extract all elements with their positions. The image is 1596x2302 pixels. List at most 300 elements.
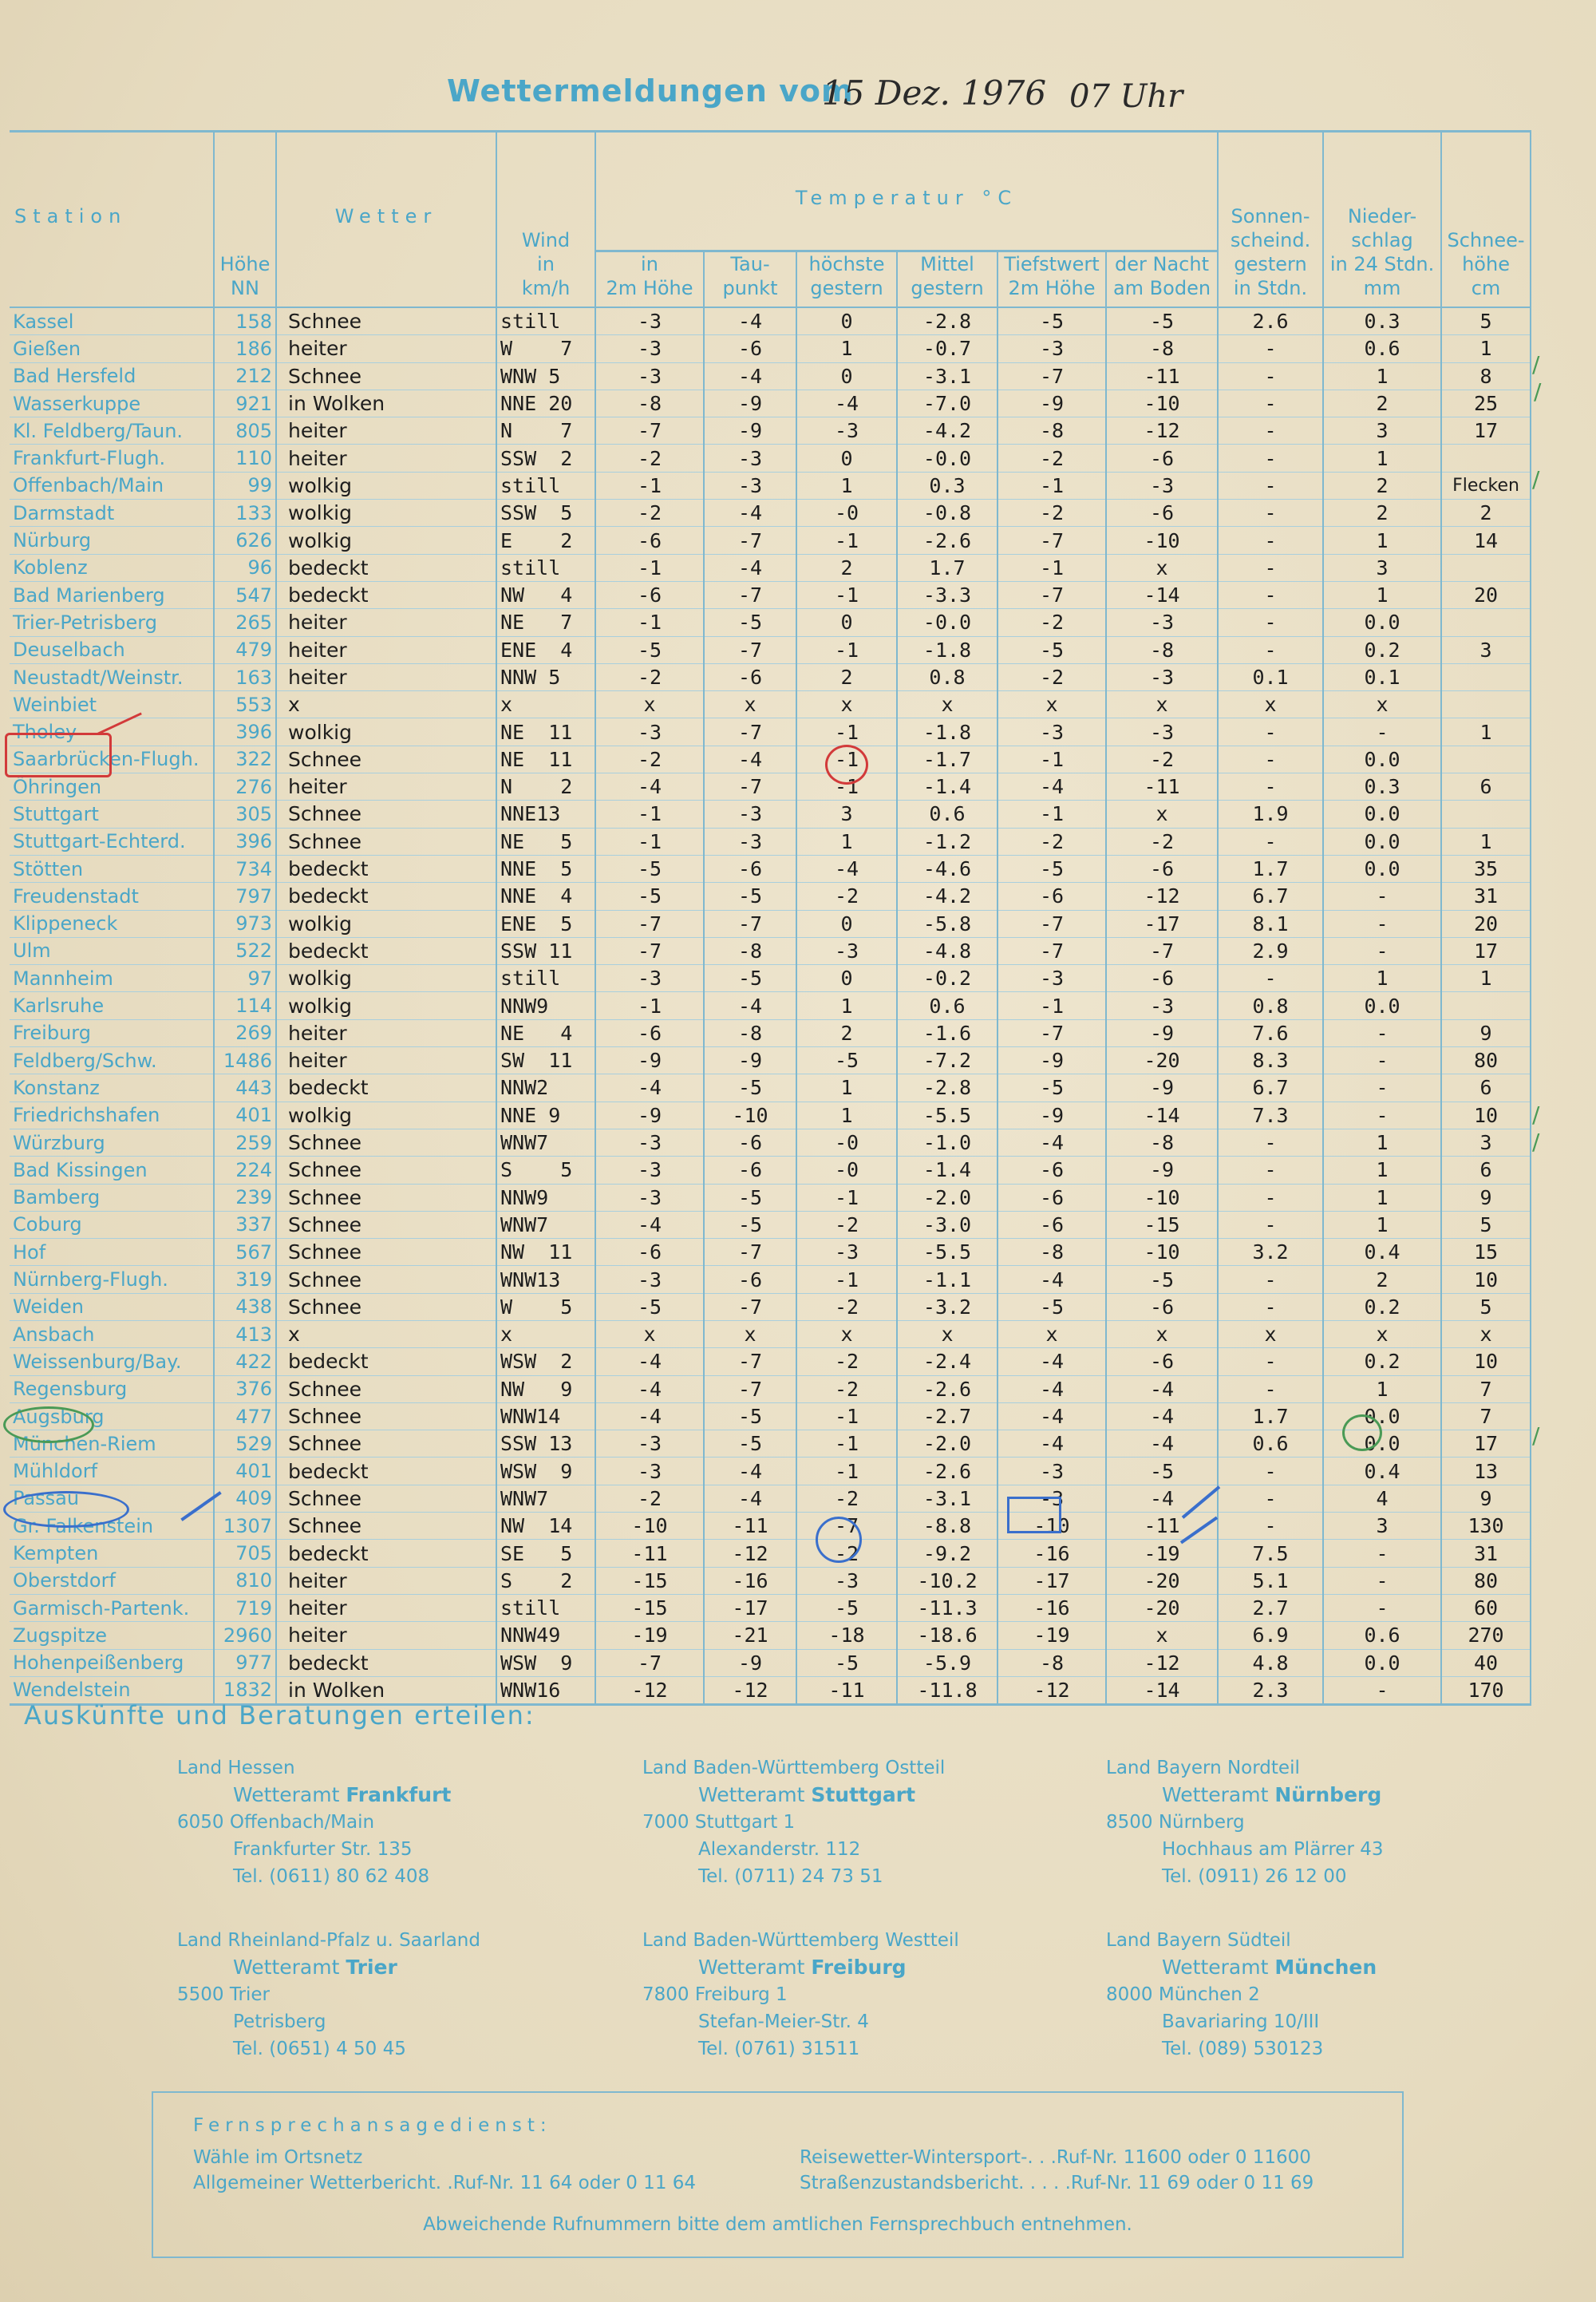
- table-cell: Karlsruhe: [10, 992, 214, 1019]
- table-cell: -5: [704, 1184, 796, 1211]
- table-cell: -1: [998, 992, 1106, 1019]
- table-cell: 0.8: [1218, 992, 1323, 1019]
- table-cell: Ansbach: [10, 1320, 214, 1347]
- table-cell: ENE 4: [496, 636, 595, 663]
- table-cell: -1: [998, 801, 1106, 828]
- table-cell: -2.8: [897, 307, 998, 335]
- table-cell: -11: [1106, 773, 1218, 801]
- table-cell: bedeckt: [276, 1540, 496, 1567]
- table-cell: Bad Hersfeld: [10, 362, 214, 390]
- table-cell: -6: [1106, 855, 1218, 882]
- table-row: [10, 718, 1531, 746]
- table-cell: -0.0: [897, 445, 998, 472]
- table-cell: -8: [1106, 636, 1218, 663]
- table-cell: 0.0: [1323, 1430, 1441, 1458]
- header-hoehe: Höhe NN: [214, 132, 276, 308]
- table-cell: 1486: [214, 1047, 276, 1074]
- table-cell: 0.0: [1323, 828, 1441, 855]
- table-cell: NE 4: [496, 1019, 595, 1046]
- table-cell: -4: [595, 1348, 704, 1375]
- table-cell: -8: [704, 1019, 796, 1046]
- table-cell: 1.7: [1218, 1402, 1323, 1430]
- table-cell: -0.7: [897, 335, 998, 362]
- table-row: [10, 335, 1531, 362]
- table-cell: -3: [998, 1458, 1106, 1485]
- table-cell: -0.2: [897, 965, 998, 992]
- table-cell: -: [1323, 1540, 1441, 1567]
- table-cell: Weiden: [10, 1293, 214, 1320]
- table-row: [10, 910, 1531, 937]
- table-cell: -3: [998, 335, 1106, 362]
- table-cell: -: [1218, 554, 1323, 581]
- table-cell: 25: [1441, 390, 1531, 417]
- table-cell: -5: [796, 1047, 897, 1074]
- table-cell: -1: [998, 746, 1106, 773]
- table-cell: -5.5: [897, 1102, 998, 1129]
- table-cell: 0.6: [1218, 1430, 1323, 1458]
- table-cell: 0.0: [1323, 855, 1441, 882]
- table-cell: Hohenpeißenberg: [10, 1649, 214, 1676]
- table-cell: -6: [704, 663, 796, 690]
- table-cell: still: [496, 1594, 595, 1621]
- table-cell: bedeckt: [276, 855, 496, 882]
- table-cell: -1: [595, 554, 704, 581]
- table-cell: 396: [214, 718, 276, 746]
- table-cell: 9: [1441, 1485, 1531, 1512]
- table-cell: -: [1218, 773, 1323, 801]
- table-cell: -4: [595, 1074, 704, 1102]
- table-cell: N 2: [496, 773, 595, 801]
- table-cell: Kassel: [10, 307, 214, 335]
- weather-table-body: [10, 307, 1531, 1705]
- blue-oval-mark: [3, 1491, 129, 1528]
- table-cell: -4: [998, 1266, 1106, 1293]
- table-cell: -2: [595, 445, 704, 472]
- office-trier: Land Rheinland-Pfalz u. Saarland Wetteramt Trier 5500 Trier Petrisberg Tel. (0651) 4 50 45: [177, 1930, 480, 2059]
- table-row: [10, 828, 1531, 855]
- table-cell: -3: [998, 965, 1106, 992]
- table-cell: Klippeneck: [10, 910, 214, 937]
- table-cell: -: [1323, 1074, 1441, 1102]
- table-row: [10, 1649, 1531, 1676]
- table-cell: 0.3: [1323, 307, 1441, 335]
- table-cell: bedeckt: [276, 554, 496, 581]
- table-cell: -: [1218, 1184, 1323, 1211]
- blue-circle-mark: [816, 1517, 862, 1563]
- table-cell: [1441, 663, 1531, 690]
- table-row: [10, 992, 1531, 1019]
- header-nacht: der Nacht am Boden: [1106, 251, 1218, 308]
- table-cell: x: [1106, 554, 1218, 581]
- table-cell: NW 9: [496, 1375, 595, 1402]
- table-cell: x: [595, 1320, 704, 1347]
- table-cell: -: [1218, 417, 1323, 445]
- table-cell: 4: [1323, 1485, 1441, 1512]
- table-cell: 1: [1441, 965, 1531, 992]
- header-station: Station: [10, 132, 214, 308]
- green-circle-mark: [1342, 1414, 1382, 1451]
- table-cell: -3: [595, 1266, 704, 1293]
- table-cell: WSW 9: [496, 1649, 595, 1676]
- table-cell: -1.6: [897, 1019, 998, 1046]
- table-cell: -10: [595, 1513, 704, 1540]
- table-cell: -9: [1106, 1019, 1218, 1046]
- table-cell: München-Riem: [10, 1430, 214, 1458]
- table-cell: x: [897, 691, 998, 718]
- table-cell: 1: [796, 472, 897, 499]
- table-cell: -12: [1106, 417, 1218, 445]
- header-taupunkt: Tau- punkt: [704, 251, 796, 308]
- table-cell: -7: [704, 773, 796, 801]
- table-cell: -3: [595, 1430, 704, 1458]
- table-cell: -2.4: [897, 1348, 998, 1375]
- table-cell: 110: [214, 445, 276, 472]
- table-row: [10, 1485, 1531, 1512]
- table-cell: -2: [796, 1485, 897, 1512]
- table-cell: -4: [998, 1375, 1106, 1402]
- table-cell: Schnee: [276, 828, 496, 855]
- table-cell: -5: [1106, 307, 1218, 335]
- table-row: [10, 307, 1531, 335]
- table-cell: -1: [595, 472, 704, 499]
- table-cell: -9: [595, 1102, 704, 1129]
- table-cell: 1: [1323, 1129, 1441, 1156]
- table-cell: -6: [998, 1211, 1106, 1238]
- table-cell: -9: [998, 390, 1106, 417]
- table-cell: 2.3: [1218, 1676, 1323, 1704]
- handwritten-time: 07 Uhr: [1069, 78, 1183, 115]
- table-cell: Schnee: [276, 362, 496, 390]
- table-cell: 1: [796, 1102, 897, 1129]
- table-cell: -2: [796, 883, 897, 910]
- table-row: [10, 1129, 1531, 1156]
- table-cell: -7: [998, 937, 1106, 964]
- table-cell: 17: [1441, 1430, 1531, 1458]
- table-cell: 0.3: [897, 472, 998, 499]
- table-cell: 3.2: [1218, 1239, 1323, 1266]
- table-cell: -: [1323, 1102, 1441, 1129]
- table-cell: -5: [796, 1594, 897, 1621]
- table-cell: -6: [704, 1157, 796, 1184]
- table-cell: -14: [1106, 1676, 1218, 1704]
- table-cell: 1.7: [1218, 855, 1323, 882]
- header-schneehoehe: Schnee- höhe cm: [1441, 132, 1531, 308]
- table-cell: -9: [704, 1047, 796, 1074]
- table-cell: -: [1218, 1348, 1323, 1375]
- table-row: [10, 937, 1531, 964]
- table-cell: wolkig: [276, 527, 496, 554]
- table-cell: 797: [214, 883, 276, 910]
- table-cell: -7: [1106, 937, 1218, 964]
- table-cell: Darmstadt: [10, 500, 214, 527]
- table-cell: -20: [1106, 1594, 1218, 1621]
- table-cell: still: [496, 307, 595, 335]
- table-row: [10, 527, 1531, 554]
- table-cell: -10: [1106, 1239, 1218, 1266]
- table-row: [10, 691, 1531, 718]
- table-cell: -2.0: [897, 1184, 998, 1211]
- table-cell: [1441, 801, 1531, 828]
- table-cell: -10: [1106, 390, 1218, 417]
- table-cell: x: [1218, 1320, 1323, 1347]
- table-cell: Tholey: [10, 718, 214, 746]
- table-cell: 6.7: [1218, 883, 1323, 910]
- table-cell: 0.3: [1323, 773, 1441, 801]
- table-cell: Wasserkuppe: [10, 390, 214, 417]
- table-cell: -5: [1106, 1266, 1218, 1293]
- table-cell: WNW14: [496, 1402, 595, 1430]
- table-cell: Feldberg/Schw.: [10, 1047, 214, 1074]
- table-cell: -6: [998, 1157, 1106, 1184]
- table-cell: -8: [998, 417, 1106, 445]
- table-cell: NNW9: [496, 1184, 595, 1211]
- table-cell: WSW 2: [496, 1348, 595, 1375]
- header-wind: Wind in km/h: [496, 132, 595, 308]
- table-cell: -: [1218, 1129, 1323, 1156]
- table-cell: -1: [595, 992, 704, 1019]
- table-cell: -3.2: [897, 1293, 998, 1320]
- table-cell: -1: [796, 527, 897, 554]
- table-cell: -: [1323, 1567, 1441, 1594]
- table-cell: -7: [704, 1375, 796, 1402]
- table-row: [10, 1348, 1531, 1375]
- table-cell: Kempten: [10, 1540, 214, 1567]
- table-cell: 305: [214, 801, 276, 828]
- table-cell: heiter: [276, 609, 496, 636]
- table-cell: Schnee: [276, 1239, 496, 1266]
- table-cell: -2: [796, 1293, 897, 1320]
- table-cell: -3: [595, 1184, 704, 1211]
- table-cell: 413: [214, 1320, 276, 1347]
- table-cell: WNW13: [496, 1266, 595, 1293]
- table-cell: 977: [214, 1649, 276, 1676]
- table-cell: 3: [1441, 1129, 1531, 1156]
- table-cell: -2: [998, 445, 1106, 472]
- table-cell: -5: [595, 1293, 704, 1320]
- table-cell: -17: [704, 1594, 796, 1621]
- table-cell: -4: [595, 1375, 704, 1402]
- table-cell: NNW49: [496, 1622, 595, 1649]
- table-cell: -: [1323, 1594, 1441, 1621]
- table-cell: E 2: [496, 527, 595, 554]
- table-row: [10, 1567, 1531, 1594]
- table-cell: 921: [214, 390, 276, 417]
- table-cell: -6: [595, 581, 704, 608]
- table-cell: -6: [998, 883, 1106, 910]
- auskunft-title: Auskünfte und Beratungen erteilen:: [24, 1700, 535, 1730]
- table-cell: -6: [595, 1019, 704, 1046]
- table-cell: Mannheim: [10, 965, 214, 992]
- table-cell: [1441, 992, 1531, 1019]
- table-cell: in Wolken: [276, 1676, 496, 1704]
- table-row: [10, 855, 1531, 882]
- table-cell: -6: [704, 855, 796, 882]
- table-row: [10, 1019, 1531, 1046]
- table-cell: SW 11: [496, 1047, 595, 1074]
- table-cell: x: [796, 691, 897, 718]
- table-cell: -19: [998, 1622, 1106, 1649]
- red-circle-mark: [825, 745, 868, 785]
- table-cell: SSW 11: [496, 937, 595, 964]
- table-cell: 15: [1441, 1239, 1531, 1266]
- table-cell: -9: [1106, 1157, 1218, 1184]
- table-cell: -7: [704, 1293, 796, 1320]
- table-cell: 2: [1323, 500, 1441, 527]
- table-cell: 99: [214, 472, 276, 499]
- table-row: [10, 1402, 1531, 1430]
- table-cell: -4.6: [897, 855, 998, 882]
- table-cell: -3: [796, 1239, 897, 1266]
- table-cell: -5: [704, 1074, 796, 1102]
- table-cell: -: [1218, 445, 1323, 472]
- table-cell: wolkig: [276, 472, 496, 499]
- table-cell: -: [1218, 1211, 1323, 1238]
- table-cell: -4: [796, 390, 897, 417]
- header-tiefstwert: Tiefstwert 2m Höhe: [998, 251, 1106, 308]
- table-cell: -4: [704, 362, 796, 390]
- table-cell: -6: [1106, 1348, 1218, 1375]
- table-cell: -3: [595, 335, 704, 362]
- table-cell: -7: [595, 417, 704, 445]
- table-cell: -4: [998, 1430, 1106, 1458]
- header-wetter: Wetter: [276, 132, 496, 308]
- table-cell: -1: [595, 801, 704, 828]
- table-cell: 239: [214, 1184, 276, 1211]
- table-cell: wolkig: [276, 992, 496, 1019]
- table-cell: Frankfurt-Flugh.: [10, 445, 214, 472]
- table-cell: -2: [595, 746, 704, 773]
- table-row: [10, 1157, 1531, 1184]
- table-row: [10, 609, 1531, 636]
- table-cell: NNE13: [496, 801, 595, 828]
- table-cell: -11: [1106, 1513, 1218, 1540]
- table-cell: -2: [998, 500, 1106, 527]
- table-cell: 0.6: [897, 992, 998, 1019]
- table-cell: 0: [796, 445, 897, 472]
- table-cell: -: [1323, 910, 1441, 937]
- table-cell: 4.8: [1218, 1649, 1323, 1676]
- table-cell: 396: [214, 828, 276, 855]
- table-cell: Bad Marienberg: [10, 581, 214, 608]
- table-cell: wolkig: [276, 910, 496, 937]
- table-cell: Weinbiet: [10, 691, 214, 718]
- table-cell: x: [897, 1320, 998, 1347]
- table-cell: 7.6: [1218, 1019, 1323, 1046]
- table-cell: -7: [704, 581, 796, 608]
- table-cell: 130: [1441, 1513, 1531, 1540]
- weather-table: [10, 130, 1531, 1706]
- table-cell: Nürnberg-Flugh.: [10, 1266, 214, 1293]
- table-cell: x: [704, 1320, 796, 1347]
- table-cell: 401: [214, 1458, 276, 1485]
- table-row: [10, 390, 1531, 417]
- table-cell: 265: [214, 609, 276, 636]
- table-cell: -3: [704, 801, 796, 828]
- table-cell: Öhringen: [10, 773, 214, 801]
- table-cell: [1441, 691, 1531, 718]
- table-cell: Schnee: [276, 746, 496, 773]
- table-cell: -17: [1106, 910, 1218, 937]
- table-cell: Regensburg: [10, 1375, 214, 1402]
- table-cell: -10: [998, 1513, 1106, 1540]
- table-cell: 10: [1441, 1102, 1531, 1129]
- table-cell: 2.9: [1218, 937, 1323, 964]
- table-cell: -4: [998, 773, 1106, 801]
- table-cell: -4: [704, 1458, 796, 1485]
- table-cell: 2960: [214, 1622, 276, 1649]
- table-cell: -2.6: [897, 527, 998, 554]
- table-cell: -5: [704, 1430, 796, 1458]
- table-cell: -10: [1106, 527, 1218, 554]
- table-cell: Freiburg: [10, 1019, 214, 1046]
- table-cell: 6: [1441, 1157, 1531, 1184]
- table-cell: -7: [998, 1019, 1106, 1046]
- table-cell: -3: [595, 718, 704, 746]
- table-cell: -3.1: [897, 1485, 998, 1512]
- table-row: [10, 1102, 1531, 1129]
- table-row: [10, 1622, 1531, 1649]
- table-cell: 2: [1441, 500, 1531, 527]
- table-row: [10, 1211, 1531, 1238]
- table-cell: 479: [214, 636, 276, 663]
- table-row: [10, 1239, 1531, 1266]
- table-cell: Koblenz: [10, 554, 214, 581]
- table-cell: -2.6: [897, 1458, 998, 1485]
- office-nuernberg: Land Bayern Nordteil Wetteramt Nürnberg 8500 Nürnberg Hochhaus am Plärrer 43 Tel. (0911) 26 12 00: [1106, 1758, 1384, 1887]
- table-cell: -16: [998, 1540, 1106, 1567]
- blue-box-mark: [1007, 1497, 1061, 1533]
- table-cell: -4.2: [897, 883, 998, 910]
- table-cell: -5: [704, 1211, 796, 1238]
- table-cell: -8: [1106, 335, 1218, 362]
- table-cell: -4: [998, 1129, 1106, 1156]
- table-cell: x: [1323, 1320, 1441, 1347]
- table-cell: -1: [796, 636, 897, 663]
- table-cell: -9.2: [897, 1540, 998, 1567]
- green-oval-mark: [3, 1406, 94, 1443]
- table-cell: -9: [704, 417, 796, 445]
- table-row: [10, 746, 1531, 773]
- table-cell: -6: [1106, 965, 1218, 992]
- table-cell: Schnee: [276, 1485, 496, 1512]
- table-cell: -4: [1106, 1375, 1218, 1402]
- table-cell: bedeckt: [276, 1074, 496, 1102]
- table-cell: 337: [214, 1211, 276, 1238]
- table-cell: -: [1218, 1485, 1323, 1512]
- table-cell: 6: [1441, 773, 1531, 801]
- page-title: Wettermeldungen vom: [447, 73, 854, 109]
- table-cell: wolkig: [276, 965, 496, 992]
- table-cell: 0.6: [1323, 1622, 1441, 1649]
- table-cell: W 7: [496, 335, 595, 362]
- table-cell: x: [1441, 1320, 1531, 1347]
- table-cell: Coburg: [10, 1211, 214, 1238]
- table-cell: [1441, 746, 1531, 773]
- table-cell: -15: [1106, 1211, 1218, 1238]
- table-cell: 1: [1323, 1157, 1441, 1184]
- table-cell: 97: [214, 965, 276, 992]
- table-cell: 0: [796, 362, 897, 390]
- table-cell: -4: [704, 1485, 796, 1512]
- table-cell: 0.6: [1323, 335, 1441, 362]
- table-cell: Gießen: [10, 335, 214, 362]
- table-cell: 7.5: [1218, 1540, 1323, 1567]
- table-cell: Augsburg: [10, 1402, 214, 1430]
- table-cell: 719: [214, 1594, 276, 1621]
- table-row: [10, 1540, 1531, 1567]
- table-cell: 186: [214, 335, 276, 362]
- fernsprech-footer: Abweichende Rufnummern bitte dem amtlichen Fernsprechbuch entnehmen.: [423, 2214, 1132, 2235]
